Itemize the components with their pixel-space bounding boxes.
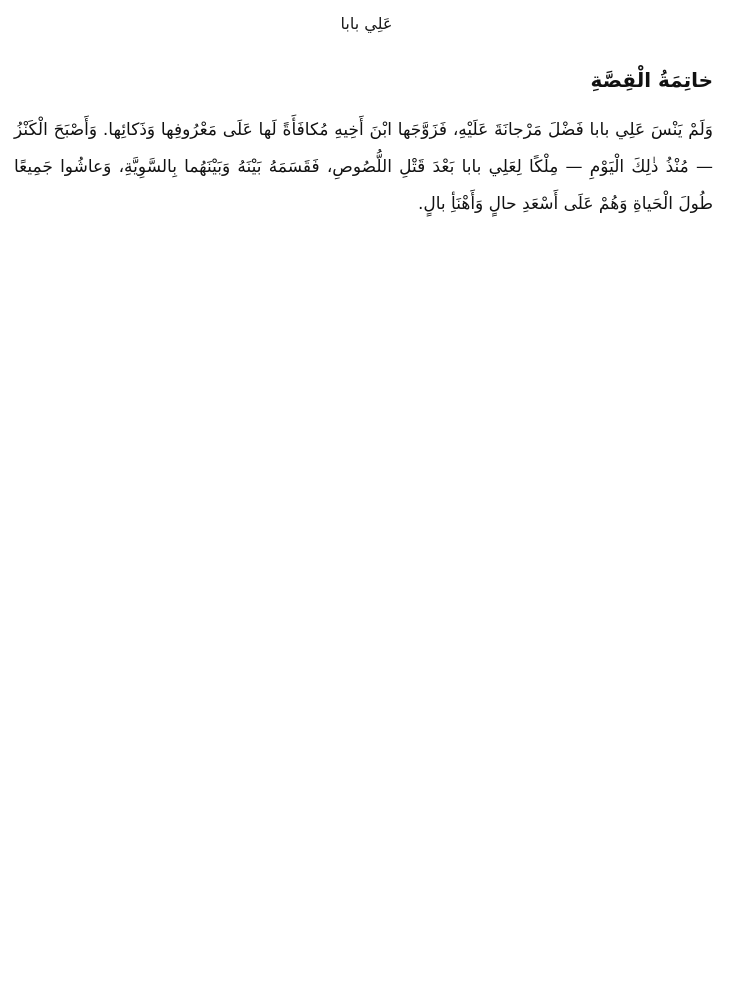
chapter-title: خاتِمَةُ الْقِصَّةِ	[590, 68, 713, 92]
body-paragraph: وَلَمْ يَنْسَ عَلِي بابا فَضْلَ مَرْجانَةَ عَلَيْهِ، فَزَوَّجَها ابْنَ أَخِيهِ مُكافَأَةً لَها عَلَى مَعْرُوفِها وَذَكائِها. وَأَصْبَحَ الْكَنْزُ — مُنْذُ ذٰلِكَ الْيَوْمِ — مِلْكًا لِعَلِي بابا بَعْدَ قَتْلِ اللُّصُوصِ، فَقَسَمَهُ بَيْنَهُ وَبَيْنَهُما بِالسَّوِيَّةِ، وَعاشُوا جَمِيعًا طُولَ الْحَياةِ وَهُمْ عَلَى أَسْعَدِ حالٍ وَأَهْنَأِ بالٍ.	[14, 120, 713, 214]
running-header-title: عَلِي بابا	[340, 14, 393, 33]
